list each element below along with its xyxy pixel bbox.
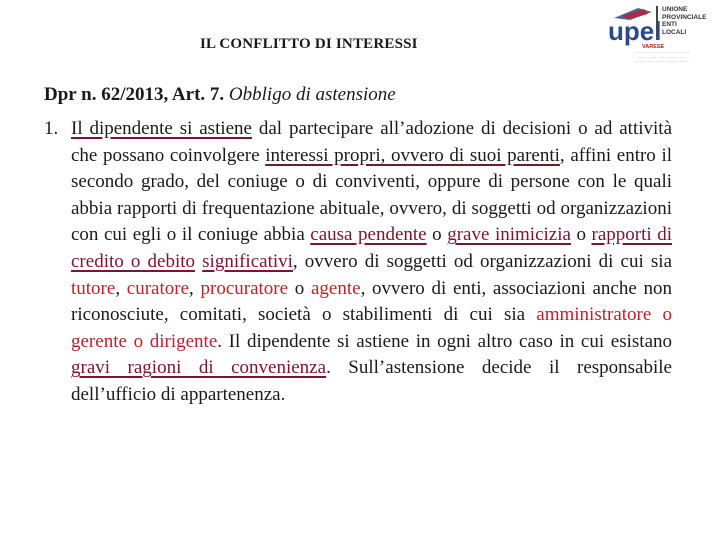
highlighted-segment: grave inimicizia: [447, 224, 571, 246]
highlighted-segment: procuratore: [200, 277, 289, 299]
paragraph-text: [71, 116, 672, 409]
text-segment: o: [288, 277, 311, 299]
assoc-line: ENTI: [662, 21, 677, 28]
upel-logo-word: upel: [608, 16, 662, 46]
assoc-line: UNIONE: [662, 6, 688, 13]
text-segment: , ovvero di enti, associazioni anche non riconosciute, comitati, società o stabilimenti di cui sia: [71, 277, 673, 326]
article-subject: Obbligo di astensione: [228, 84, 396, 105]
paragraph-1: [44, 116, 672, 409]
text-segment: , ovvero di soggetti od organizzazioni di cui sia: [292, 250, 673, 272]
text-segment: o: [570, 224, 592, 246]
assoc-line: LOCALI: [662, 28, 687, 36]
article-heading: [44, 84, 396, 106]
upel-logo-fine-print: ··· ·········· ········· ······· · ····· ···· ···· ······· ········ ········ ········· ······ ········ ········ ········ ·········· ·········: [633, 51, 691, 64]
highlighted-segment: causa pendente: [310, 224, 427, 246]
article-reference: Dpr n. 62/2013, Art. 7.: [44, 84, 225, 105]
slide-title: IL CONFLITTO DI INTERESSI: [200, 36, 418, 52]
text-segment: ,: [189, 277, 201, 299]
highlighted-segment: significativi: [202, 250, 293, 272]
upel-logo-association: [656, 6, 708, 36]
highlighted-segment: amministratore o gerente o dirigente: [71, 304, 672, 352]
upel-logo-region: VARESE: [642, 44, 665, 50]
highlighted-segment: rapporti di credito o debito: [71, 224, 672, 272]
text-segment: ,: [115, 277, 127, 299]
text-segment: , affini entro il secondo grado, del coniuge o di conviventi, oppure di persone con le quali abbia rapporti di frequentazione abituale, ovvero, di soggetti od organizzazioni con cui egli o il coniuge abbia: [71, 144, 673, 246]
paragraph-number: 1.: [44, 118, 59, 139]
text-segment: o: [426, 224, 448, 246]
highlighted-segment: Il dipendente si astiene: [71, 118, 252, 139]
assoc-line: PROVINCIALE: [662, 13, 707, 21]
text-segment: . Il dipendente si astiene in ogni altro caso in cui esistano: [217, 330, 672, 352]
upel-logo: [600, 4, 712, 64]
highlighted-segment: interessi propri, ovvero di suoi parenti: [265, 144, 560, 166]
highlighted-segment: gravi ragioni di convenienza: [71, 357, 327, 379]
highlighted-segment: agente: [310, 277, 361, 299]
text-segment: dal partecipare all’adozione di decisioni o ad attività che possano coinvolgere: [71, 118, 672, 166]
highlighted-segment: curatore: [126, 277, 190, 299]
highlighted-segment: tutore: [71, 277, 116, 299]
text-segment: . Sull’astensione decide il responsabile dell’ufficio di appartenenza.: [71, 357, 672, 405]
